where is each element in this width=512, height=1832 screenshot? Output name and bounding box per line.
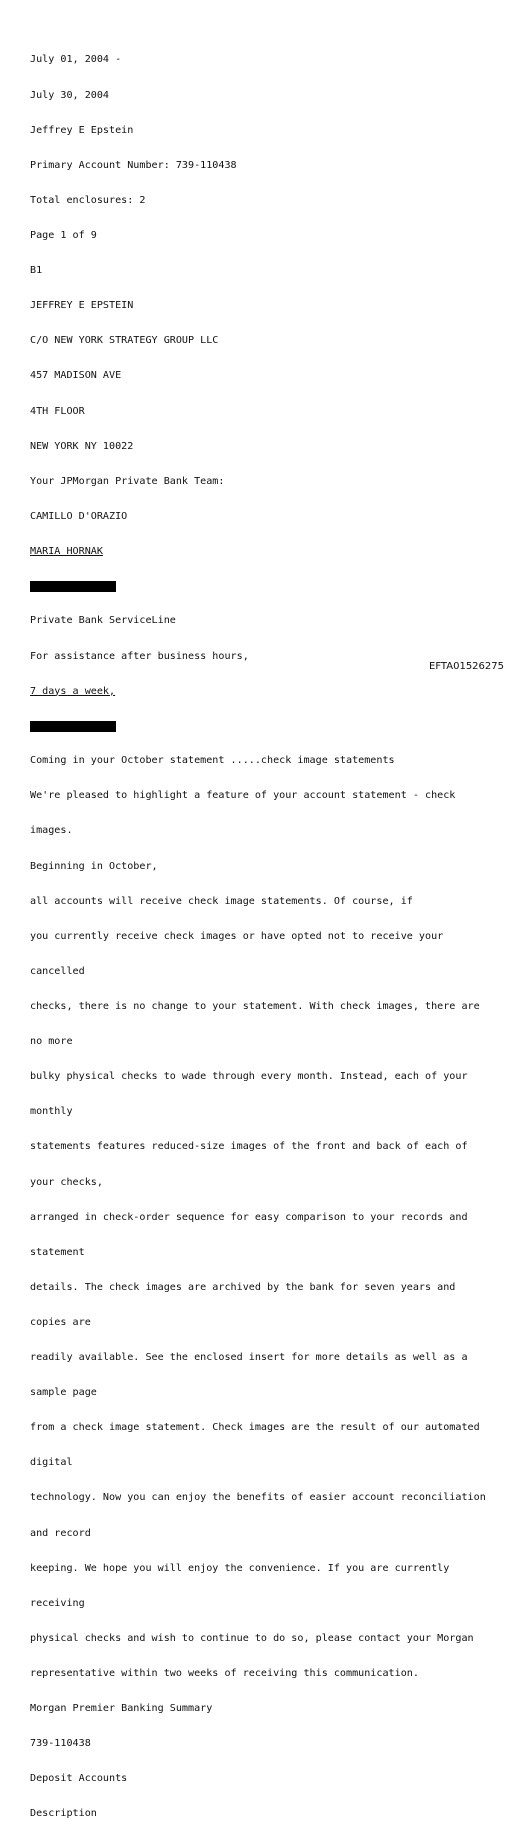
body-line: digital <box>30 1457 73 1469</box>
body-line: your checks, <box>30 1176 103 1188</box>
address-city: NEW YORK NY 10022 <box>30 440 134 452</box>
serviceline-heading: Private Bank ServiceLine <box>30 615 176 627</box>
body-line: representative within two weeks of receiving this communication. <box>30 1668 419 1680</box>
body-line: from a check image statement. Check images are the result of our automated <box>30 1422 480 1434</box>
announcement-heading: Coming in your October statement .....check image statements <box>30 755 395 767</box>
mail-code: B1 <box>30 265 43 277</box>
redaction-bar <box>30 581 116 592</box>
address-care-of: C/O NEW YORK STRATEGY GROUP LLC <box>30 335 219 347</box>
body-line: statement <box>30 1246 85 1258</box>
total-enclosures: Total enclosures: 2 <box>30 194 146 206</box>
body-line: checks, there is no change to your statement. With check images, there are <box>30 1000 480 1012</box>
body-line: physical checks and wish to continue to do so, please contact your Morgan <box>30 1632 474 1644</box>
primary-account-number: Primary Account Number: 739-110438 <box>30 159 237 171</box>
body-line: cancelled <box>30 965 85 977</box>
page-indicator: Page 1 of 9 <box>30 229 97 241</box>
bank-team-heading: Your JPMorgan Private Bank Team: <box>30 475 225 487</box>
body-line: Beginning in October, <box>30 860 158 872</box>
body-line: you currently receive check images or have opted not to receive your <box>30 930 444 942</box>
team-member-1: CAMILLO D'ORAZIO <box>30 510 128 522</box>
body-line: receiving <box>30 1597 85 1609</box>
deposit-accounts-heading: Deposit Accounts <box>30 1773 128 1785</box>
body-line: images. <box>30 825 73 837</box>
body-line: technology. Now you can enjoy the benefits of easier account reconciliation <box>30 1492 486 1504</box>
description-column-heading: Description <box>30 1808 97 1820</box>
body-line: We're pleased to highlight a feature of your account statement - check <box>30 790 456 802</box>
address-street: 457 MADISON AVE <box>30 370 122 382</box>
body-line: bulky physical checks to wade through every month. Instead, each of your <box>30 1071 468 1083</box>
address-floor: 4TH FLOOR <box>30 405 85 417</box>
document-id-footer: EFTA01526275 <box>429 661 504 672</box>
summary-heading: Morgan Premier Banking Summary <box>30 1703 213 1715</box>
summary-account-number: 739-110438 <box>30 1738 91 1750</box>
statement-letter <box>30 31 500 1832</box>
body-line: keeping. We hope you will enjoy the convenience. If you are currently <box>30 1562 450 1574</box>
account-holder-name: Jeffrey E Epstein <box>30 124 134 136</box>
period-end-line: July 30, 2004 <box>30 89 110 101</box>
body-line: no more <box>30 1036 73 1048</box>
serviceline-hours: 7 days a week, <box>30 685 116 697</box>
body-line: and record <box>30 1527 91 1539</box>
body-line: arranged in check-order sequence for easy comparison to your records and <box>30 1211 468 1223</box>
body-line: statements features reduced-size images of the front and back of each of <box>30 1141 468 1153</box>
redaction-bar <box>30 721 116 732</box>
serviceline-assistance: For assistance after business hours, <box>30 650 249 662</box>
period-start-line: July 01, 2004 - <box>30 54 122 66</box>
body-line: sample page <box>30 1387 97 1399</box>
body-line: copies are <box>30 1316 91 1328</box>
address-name: JEFFREY E EPSTEIN <box>30 300 134 312</box>
body-line: all accounts will receive check image statements. Of course, if <box>30 895 413 907</box>
team-member-2: MARIA HORNAK <box>30 545 103 557</box>
body-line: monthly <box>30 1106 73 1118</box>
body-line: details. The check images are archived by the bank for seven years and <box>30 1281 456 1293</box>
body-line: readily available. See the enclosed insert for more details as well as a <box>30 1352 468 1364</box>
